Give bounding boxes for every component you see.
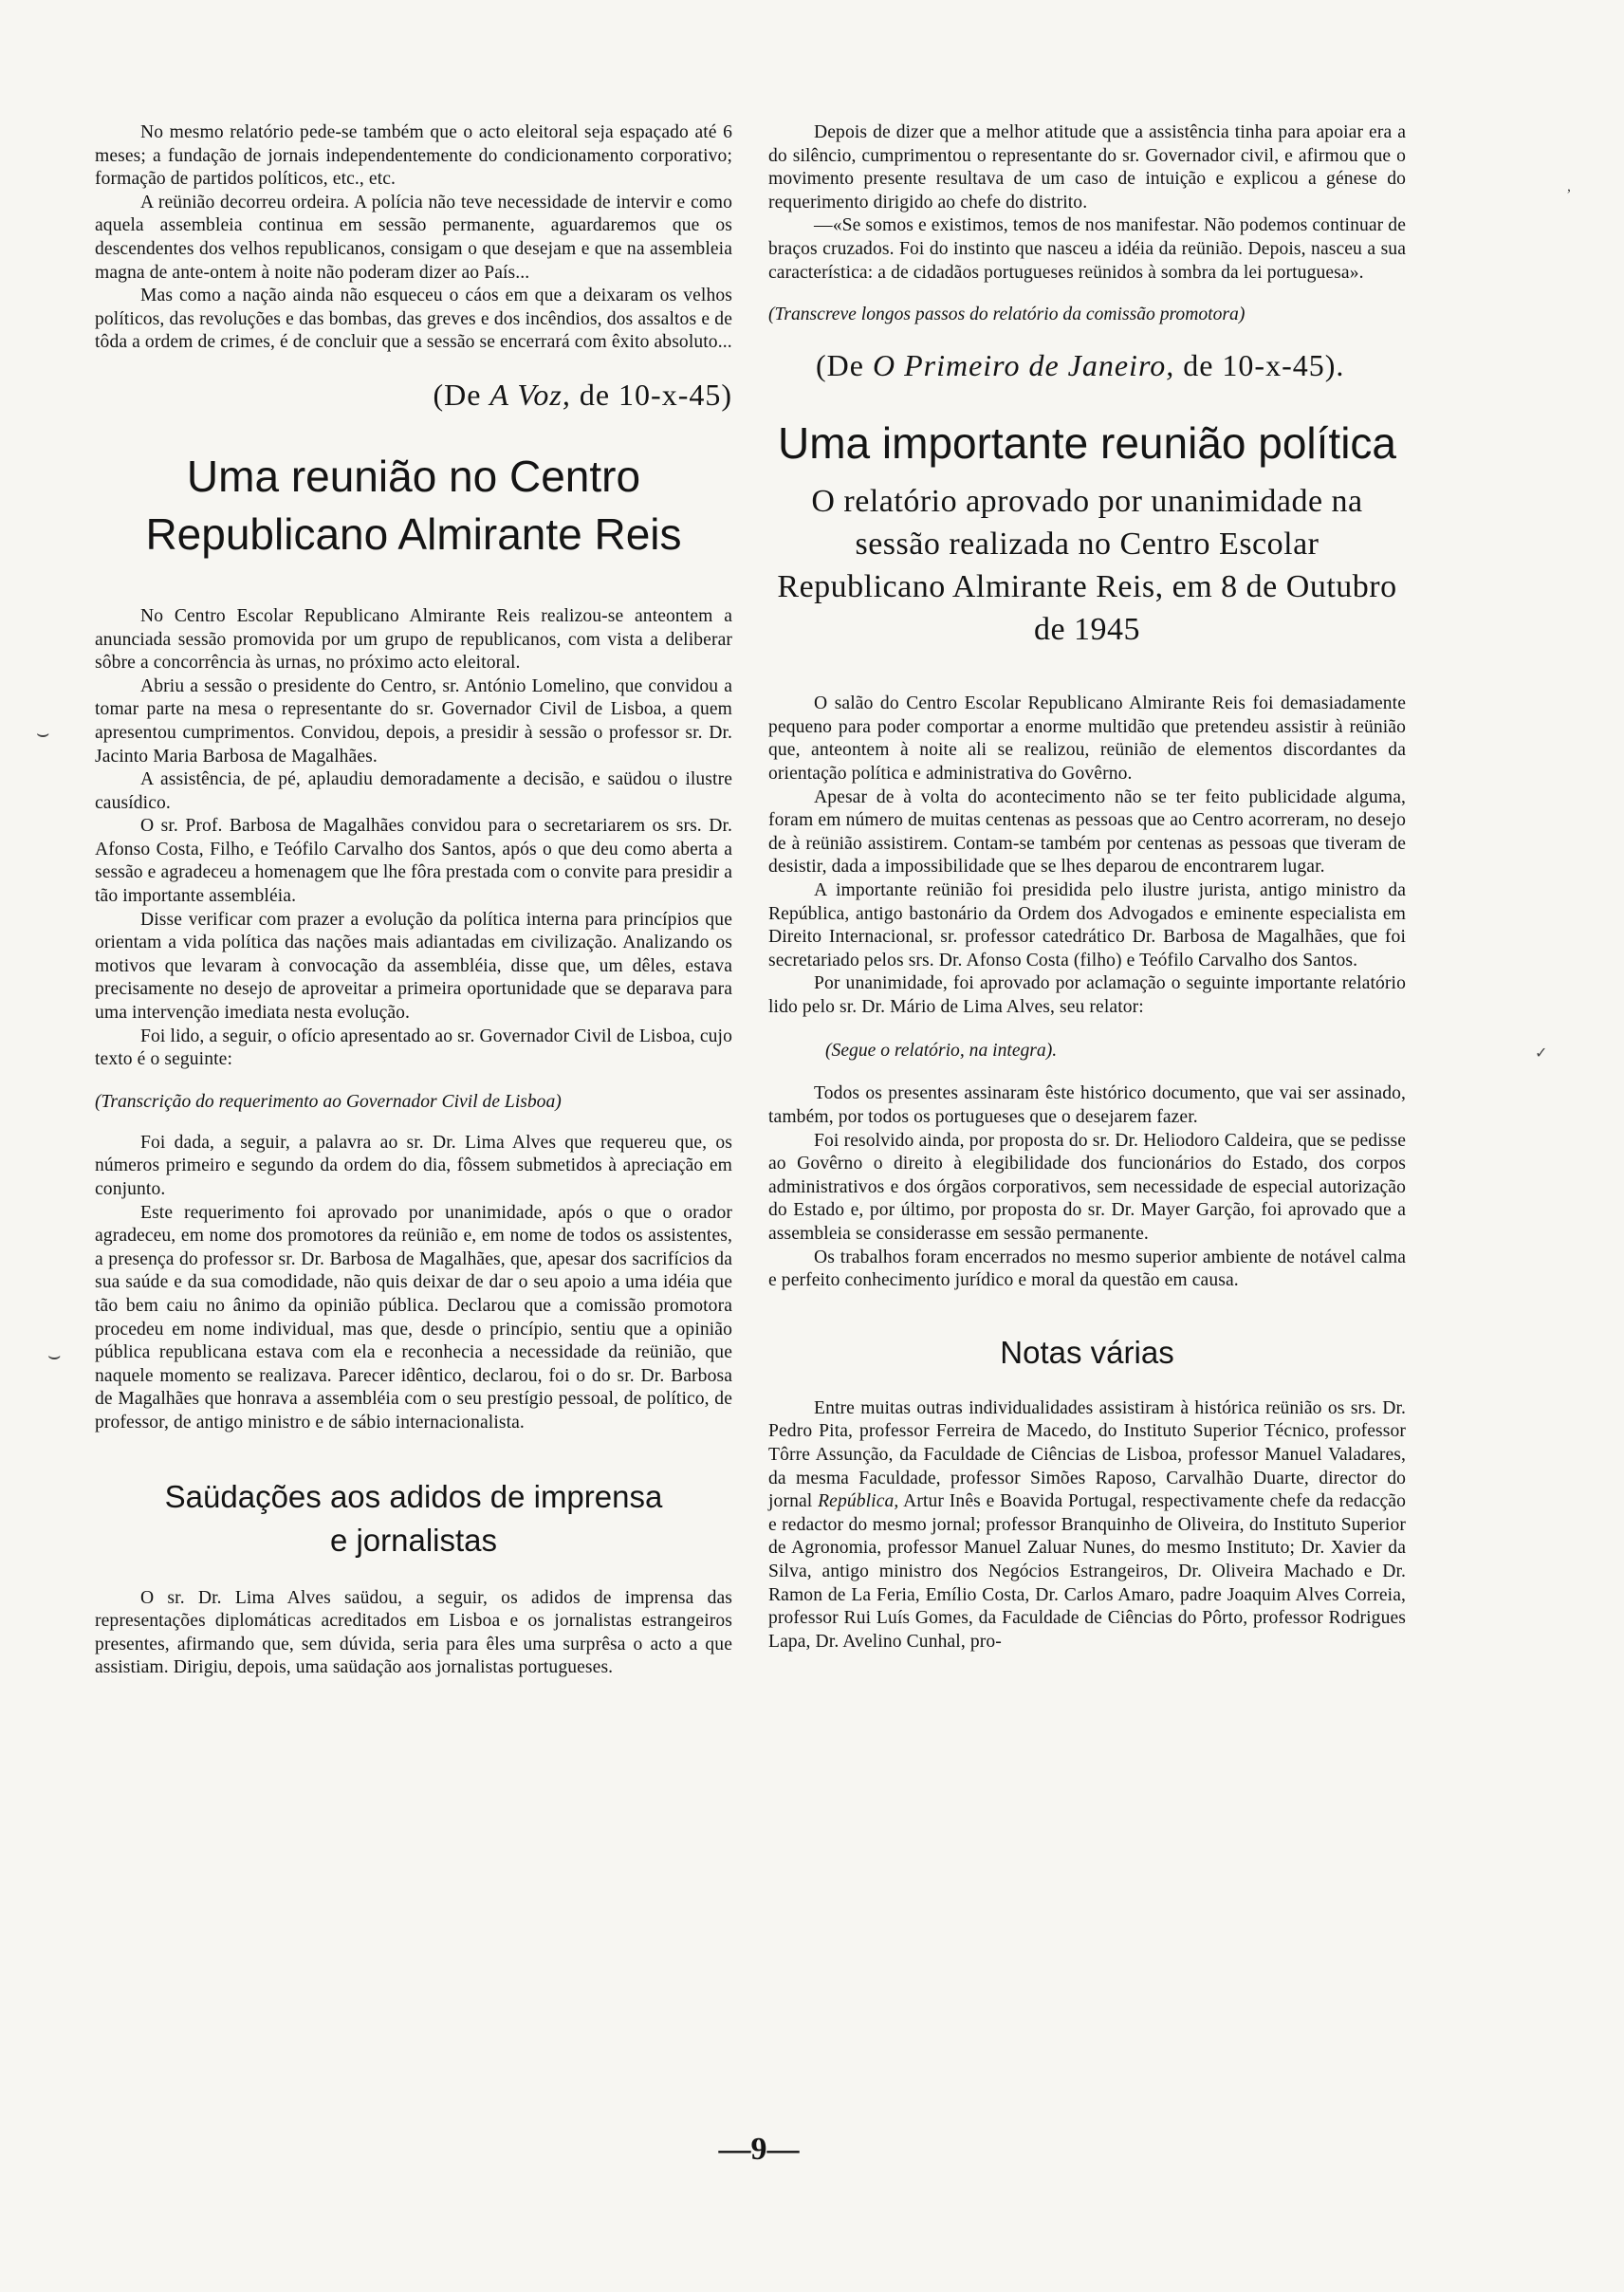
source-name: A Voz, xyxy=(489,377,571,412)
article-subtitle: O relatório aprovado por unanimidade na sessão realizada no Centro Escolar Republicano Almirante Reis, em 8 de Outubro de 1945 xyxy=(777,484,1397,648)
source-citation: (De O Primeiro de Janeiro, de 10-x-45). xyxy=(816,348,1345,383)
editorial-note: (Segue o relatório, na integra). xyxy=(825,1041,1058,1062)
paragraph: —«Se somos e existimos, temos de nos manifestar. Não podemos continuar de braços cruzados. Foi do instinto que nasceu a idéia da reünião. Depois, nasceu a sua característica: a de cidadãos portugueses reünidos à sombra da lei portuguesa». xyxy=(768,215,1406,283)
paragraph: Por unanimidade, foi aprovado por aclamação o seguinte importante relatório lido pelo sr. Dr. Mário de Lima Alves, seu relator: xyxy=(768,973,1406,1017)
paragraph: No Centro Escolar Republicano Almirante Reis realizou-se anteontem a anunciada sessão promovida por um grupo de republicanos, com vista a deliberar sôbre a concorrência às urnas, no próximo acto eleitoral. xyxy=(95,605,732,674)
paragraph: Disse verificar com prazer a evolução da política interna para princípios que orientam a vida política das nações mais adiantadas em civilização. Analizando os motivos que levaram à convocação da assembléia, disse que, um dêles, estava precisamente no desejo de aproveitar a primeira oportunidade que se deparava para uma intervenção imediata nesta evolução. xyxy=(95,909,732,1024)
paragraph: A reünião decorreu ordeira. A polícia não teve necessidade de intervir e como aquela assembleia continua em sessão permanente, aguardaremos que os descendentes dos velhos republicanos, consigam o que desejam e que na assembleia magna de ante-ontem à noite não poderam dizer ao País... xyxy=(95,192,732,283)
paragraph: Foi dada, a seguir, a palavra ao sr. Dr. Lima Alves que requereu que, os números primeiro e segundo da ordem do dia, fôssem submetidos à apreciação em conjunto. xyxy=(95,1132,732,1199)
article-title: Uma reunião no Centro Republicano Almirante Reis xyxy=(145,451,682,559)
source-name: O Primeiro de Janeiro, xyxy=(872,348,1175,383)
paragraph: Abriu a sessão o presidente do Centro, sr. António Lomelino, que convidou a tomar parte na mesa o representante do sr. Governador Civil de Lisboa, a quem apresentou cumprimentos. Convidou, depois, a presidir à sessão o professor sr. Dr. Jacinto Maria Barbosa de Magalhães. xyxy=(95,675,732,767)
paragraph: Foi resolvido ainda, por proposta do sr. Dr. Heliodoro Caldeira, que se pedisse ao Govêrno o direito à elegibilidade dos funcionários do Estado, dos corpos administrativos e dos órgãos corporativos, sem necessidade de especial autorização do Estado e, por último, por proposta do sr. Dr. Mayer Garção, foi aprovado que a assembleia se considerasse em sessão permanente. xyxy=(768,1130,1406,1245)
section-subheading: Notas várias xyxy=(1000,1334,1174,1370)
left-column xyxy=(95,121,732,1680)
right-column xyxy=(768,121,1406,1654)
paragraph: Apesar de à volta do acontecimento não se ter feito publicidade alguma, foram em número de muitas centenas as pessoas que ao Centro acorreram, no desejo de à reünião assistirem. Contam-se também por centenas as pessoas que tiveram de desistir, dada a impossibilidade que se lhes deparou de encontrarem lugar. xyxy=(768,786,1406,878)
margin-mark: ⌣ xyxy=(36,721,50,745)
source-citation: (De A Voz, de 10-x-45) xyxy=(433,377,732,412)
paragraph: Mas como a nação ainda não esqueceu o cáos em que a deixaram os velhos políticos, das revoluções e das bombas, das greves e dos incêndios, dos assaltos e de tôda a ordem de crimes, é de concluir que a sessão se encerrará com êxito absoluto... xyxy=(95,286,732,353)
paragraph: O sr. Prof. Barbosa de Magalhães convidou para o secretariarem os srs. Dr. Afonso Costa, Filho, e Teófilo Carvalho dos Santos, após o que deu como aberta a sessão e agradeceu a homenagem que lhe fôra prestada com o convite para presidir a tão importante assembléia. xyxy=(95,816,732,907)
paragraph: No mesmo relatório pede-se também que o acto eleitoral seja espaçado até 6 meses; a fundação de jornais independentemente do condicionamento corporativo; formação de partidos políticos, etc., etc. xyxy=(95,122,732,190)
paragraph: Os trabalhos foram encerrados no mesmo superior ambiente de notável calma e perfeito conhecimento jurídico e moral da questão em causa. xyxy=(768,1247,1406,1291)
section-subheading: Saüdações aos adidos de imprensa e jornalistas xyxy=(164,1478,663,1558)
paragraph: Depois de dizer que a melhor atitude que a assistência tinha para apoiar era a do silêncio, cumprimentou o representante do sr. Governador civil, e afirmou que o movimento presente resultava de um caso de intuição e explicou a génese do requerimento dirigido ao chefe do distrito. xyxy=(768,122,1406,213)
paragraph: A importante reünião foi presidida pelo ilustre jurista, antigo ministro da República, antigo bastonário da Ordem dos Advogados e eminente especialista em Direito Internacional, sr. professor catedrático Dr. Barbosa de Magalhães, que foi secretariado pelos srs. Dr. Afonso Costa (filho) e Teófilo Carvalho dos Santos. xyxy=(768,879,1406,970)
editorial-note: (Transcrição do requerimento ao Governador Civil de Lisboa) xyxy=(95,1091,562,1112)
paragraph: Este requerimento foi aprovado por unanimidade, após o que o orador agradeceu, em nome dos promotores da reünião e, em nome de todos os assistentes, a presença do professor sr. Dr. Barbosa de Magalhães, que, apesar dos sacrifícios da sua saúde e da sua comodidade, não quis deixar de dar o seu apoio a uma idéia que tão bem caiu no ânimo da opinião pública. Declarou que a comissão promotora procedeu em nome individual, mas que, desde o princípio, sentiu que a opinião pública republicana estava com ela e reconhecia a necessidade da reünião, que naquele momento se realizava. Parecer idêntico, declarou, foi o do sr. Dr. Barbosa de Magalhães que honrava a assembléia com o seu prestígio pessoal, de político, de professor, de antigo ministro e de sábio internacionalista. xyxy=(95,1202,732,1432)
editorial-note: (Transcreve longos passos do relatório da comissão promotora) xyxy=(768,305,1246,325)
paragraph: Foi lido, a seguir, o ofício apresentado ao sr. Governador Civil de Lisboa, cujo texto é o seguinte: xyxy=(95,1026,732,1070)
margin-mark: ⌣ xyxy=(47,1343,62,1367)
margin-mark: , xyxy=(1567,178,1571,194)
newspaper-name: República, xyxy=(818,1491,899,1512)
margin-mark: ✓ xyxy=(1535,1045,1548,1062)
paragraph: O salão do Centro Escolar Republicano Almirante Reis foi demasiadamente pequeno para poder comportar a enorme multidão que pretendeu assistir à reünião que, anteontem à noite ali se realizou, reünião de elementos discordantes da orientação política e administrativa do Govêrno. xyxy=(768,693,1406,784)
paragraph: Todos os presentes assinaram êste histórico documento, que vai ser assinado, também, por todos os portugueses que o desejarem fazer. xyxy=(768,1083,1406,1128)
paragraph: O sr. Dr. Lima Alves saüdou, a seguir, os adidos de imprensa das representações diplomáticas acreditados em Lisboa e os jornalistas estrangeiros presentes, afirmando que, sem dúvida, seria para êles uma surprêsa o acto a que assistiam. Dirigiu, depois, uma saüdação aos jornalistas portugueses. xyxy=(95,1587,732,1678)
page-number: —9— xyxy=(718,2132,800,2167)
paragraph: Entre muitas outras individualidades assistiram à histórica reünião os srs. Dr. Pedro Pita, professor Ferreira de Macedo, do Instituto Superior Técnico, professor Tôrre Assunção, da Faculdade de Ciências de Lisboa, professor Manuel Valadares, da mesma Faculdade, professor Simões Raposo, Carvalhão Duarte, director do jornal República, Artur Inês e Boavida Portugal, respectivamente chefe da redacção e redactor do mesmo jornal; professor Branquinho de Oliveira, do Instituto Superior de Agronomia, professor Manuel Zaluar Nunes, do mesmo Instituto; Dr. Xavier da Silva, antigo ministro dos Negócios Estrangeiros, Dr. Oliveira Machado e Dr. Ramon de La Feria, Emílio Costa, Dr. Carlos Amaro, padre Joaquim Alves Correia, professor Rui Luís Gomes, da Faculdade de Ciências do Pôrto, professor Rodrigues Lapa, Dr. Avelino Cunhal, pro- xyxy=(768,1397,1406,1652)
article-title: Uma importante reunião política xyxy=(778,418,1396,469)
paragraph: A assistência, de pé, aplaudiu demoradamente a decisão, e saüdou o ilustre causídico. xyxy=(95,769,732,813)
